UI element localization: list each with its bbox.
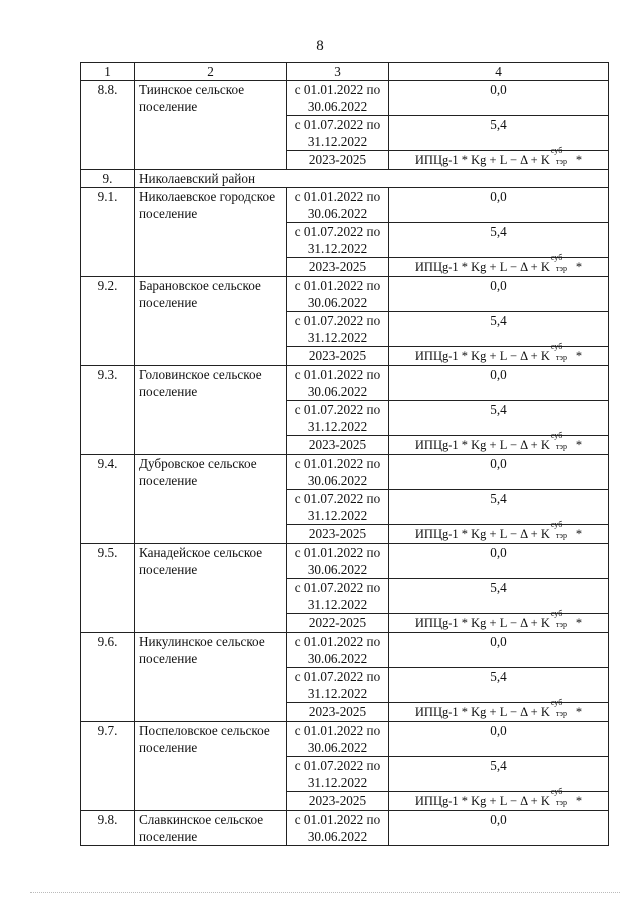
formula-main: ИПЦg-1 * Kg + L − Δ + K [414,438,550,452]
formula-superscript: суб [550,146,563,155]
formula-asterisk: * [575,616,583,630]
formula-superscript: суб [550,609,563,618]
period-cell: с 01.01.2022 по 30.06.2022 [287,633,389,668]
formula-superscript: суб [550,520,563,529]
formula-subscript: тэр [555,798,567,807]
formula-cell [389,146,609,170]
formula-subscript: тэр [555,264,567,273]
settlement-name: Поспеловское сельское поселение [135,722,287,811]
period-cell: 2023-2025 [287,436,389,455]
formula-main: ИПЦg-1 * Kg + L − Δ + K [414,705,550,719]
tariff-formula [414,698,583,719]
formula-subscript: тэр [555,442,567,451]
formula-superscript: суб [550,342,563,351]
formula-index [550,787,576,807]
formula-main: ИПЦg-1 * Kg + L − Δ + K [414,527,550,541]
header-col-2: 2 [135,63,287,81]
header-col-4: 4 [389,63,609,81]
formula-index [550,520,576,540]
row-number: 9.6. [81,633,135,722]
table-row [81,722,609,757]
tariff-formula [414,787,583,808]
value-cell: 0,0 [389,366,609,401]
period-cell: 2023-2025 [287,151,389,170]
period-cell: с 01.01.2022 по 30.06.2022 [287,188,389,223]
period-cell: с 01.01.2022 по 30.06.2022 [287,277,389,312]
period-cell: с 01.07.2022 по 31.12.2022 [287,490,389,525]
formula-index [550,146,576,166]
value-cell: 0,0 [389,188,609,223]
formula-index [550,253,576,273]
row-number: 9.5. [81,544,135,633]
page-number: 8 [316,38,324,54]
formula-asterisk: * [575,349,583,363]
period-cell: 2023-2025 [287,347,389,366]
row-number: 9.7. [81,722,135,811]
period-cell: с 01.01.2022 по 30.06.2022 [287,722,389,757]
formula-subscript: тэр [555,709,567,718]
table-row [81,544,609,579]
row-number: 9.1. [81,188,135,277]
period-cell: с 01.01.2022 по 30.06.2022 [287,544,389,579]
settlement-name: Тиинское сельское поселение [135,81,287,170]
row-number: 9.8. [81,811,135,846]
formula-cell [389,787,609,811]
table-row [81,366,609,401]
value-cell: 0,0 [389,633,609,668]
formula-index [550,698,576,718]
tariff-formula [414,520,583,541]
settlement-name: Дубровское сельское поселение [135,455,287,544]
settlement-name: Никулинское сельское поселение [135,633,287,722]
tariff-formula [414,146,583,167]
settlement-name: Славкинское сельское поселение [135,811,287,846]
formula-subscript: тэр [555,531,567,540]
period-cell: 2023-2025 [287,703,389,722]
formula-cell [389,698,609,722]
value-cell: 5,4 [389,223,609,258]
row-number: 9.4. [81,455,135,544]
period-cell: с 01.07.2022 по 31.12.2022 [287,401,389,436]
period-cell: с 01.07.2022 по 31.12.2022 [287,757,389,792]
period-cell: с 01.07.2022 по 31.12.2022 [287,312,389,347]
period-cell: с 01.01.2022 по 30.06.2022 [287,81,389,116]
formula-cell [389,431,609,455]
row-number: 8.8. [81,81,135,170]
formula-superscript: суб [550,787,563,796]
value-cell: 5,4 [389,757,609,792]
scan-artifact-line [30,892,620,893]
formula-cell [389,253,609,277]
row-number: 9. [81,170,135,188]
formula-superscript: суб [550,431,563,440]
table-row [81,81,609,116]
value-cell: 0,0 [389,277,609,312]
tariff-formula [414,342,583,363]
value-cell: 0,0 [389,455,609,490]
tariff-formula [414,609,583,630]
row-number: 9.2. [81,277,135,366]
formula-subscript: тэр [555,157,567,166]
formula-subscript: тэр [555,620,567,629]
period-cell: с 01.01.2022 по 30.06.2022 [287,366,389,401]
header-col-3: 3 [287,63,389,81]
period-cell: с 01.01.2022 по 30.06.2022 [287,455,389,490]
period-cell: с 01.07.2022 по 31.12.2022 [287,223,389,258]
period-cell: 2023-2025 [287,525,389,544]
formula-main: ИПЦg-1 * Kg + L − Δ + K [414,616,550,630]
value-cell: 5,4 [389,401,609,436]
formula-subscript: тэр [555,353,567,362]
settlement-name: Канадейское сельское поселение [135,544,287,633]
table-row [81,633,609,668]
formula-cell [389,520,609,544]
period-cell: с 01.07.2022 по 31.12.2022 [287,116,389,151]
formula-asterisk: * [575,153,583,167]
tariff-table [80,62,609,846]
formula-index [550,342,576,362]
value-cell: 0,0 [389,544,609,579]
tariff-formula [414,431,583,452]
period-cell: 2023-2025 [287,258,389,277]
formula-superscript: суб [550,253,563,262]
formula-main: ИПЦg-1 * Kg + L − Δ + K [414,794,550,808]
period-cell: с 01.01.2022 по 30.06.2022 [287,811,389,846]
period-cell: 2023-2025 [287,792,389,811]
formula-main: ИПЦg-1 * Kg + L − Δ + K [414,349,550,363]
settlement-name: Николаевское городское поселение [135,188,287,277]
period-cell: с 01.07.2022 по 31.12.2022 [287,668,389,703]
period-cell: с 01.07.2022 по 31.12.2022 [287,579,389,614]
row-number: 9.3. [81,366,135,455]
formula-cell [389,342,609,366]
header-col-1: 1 [81,63,135,81]
value-cell: 5,4 [389,312,609,347]
tariff-formula [414,253,583,274]
table-row [81,811,609,846]
header-row [81,63,609,81]
settlement-name: Барановское сельское поселение [135,277,287,366]
value-cell: 0,0 [389,81,609,116]
formula-index [550,609,576,629]
table-row [81,188,609,223]
value-cell: 5,4 [389,116,609,151]
value-cell: 5,4 [389,579,609,614]
formula-asterisk: * [575,260,583,274]
formula-superscript: суб [550,698,563,707]
formula-asterisk: * [575,794,583,808]
table-row [81,277,609,312]
formula-main: ИПЦg-1 * Kg + L − Δ + K [414,153,550,167]
value-cell: 0,0 [389,811,609,846]
settlement-name: Головинское сельское поселение [135,366,287,455]
formula-main: ИПЦg-1 * Kg + L − Δ + K [414,260,550,274]
value-cell: 0,0 [389,722,609,757]
district-name: Николаевский район [135,170,609,188]
formula-index [550,431,576,451]
formula-cell [389,609,609,633]
value-cell: 5,4 [389,668,609,703]
period-cell: 2022-2025 [287,614,389,633]
formula-asterisk: * [575,438,583,452]
value-cell: 5,4 [389,490,609,525]
table-row [81,455,609,490]
formula-asterisk: * [575,705,583,719]
formula-asterisk: * [575,527,583,541]
section-row [81,170,609,188]
